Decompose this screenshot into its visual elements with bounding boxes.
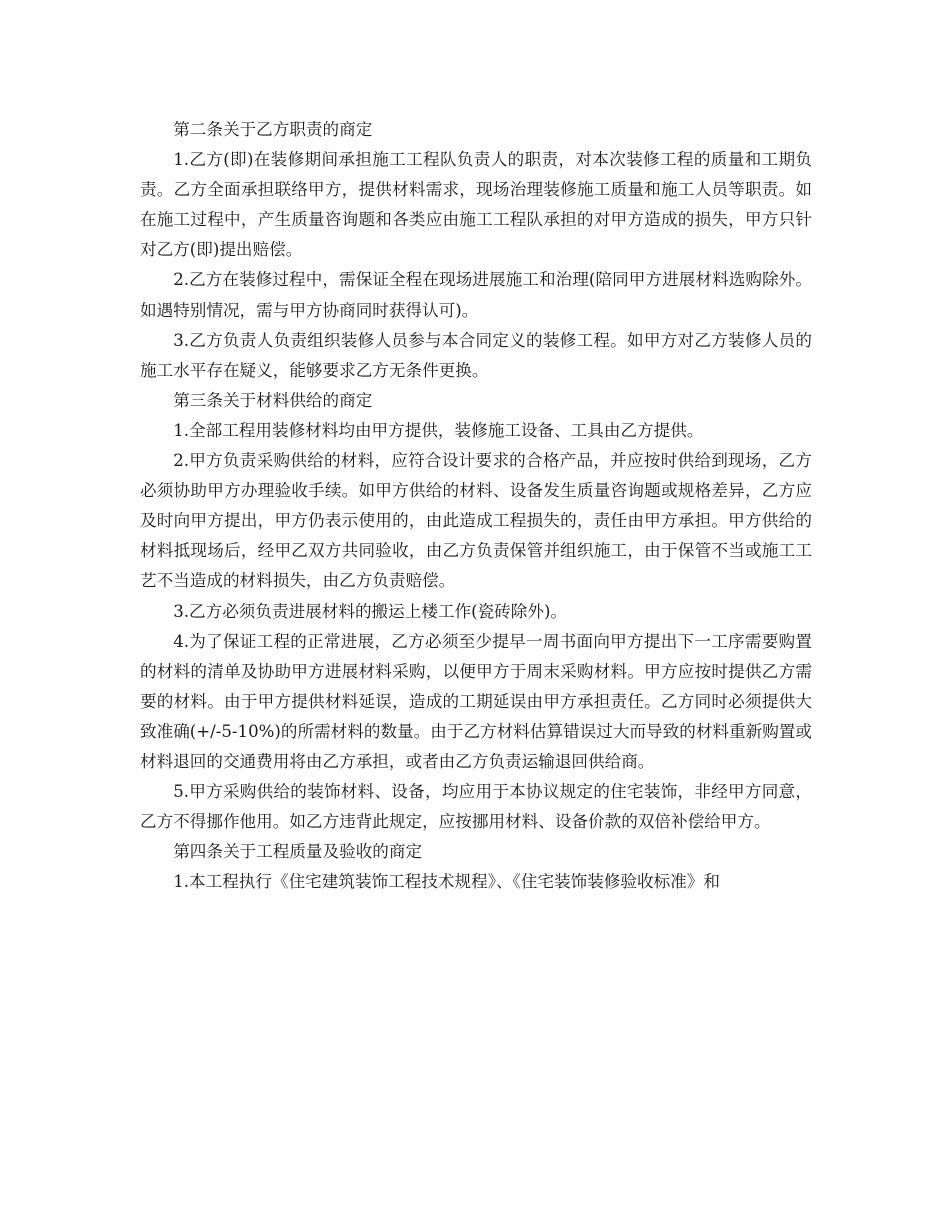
section-heading-4: 第四条关于工程质量及验收的商定 <box>173 842 423 862</box>
document-page <box>140 115 812 897</box>
clause-2-1: 1.乙方(即)在装修期间承担施工工程队负责人的职责，对本次装修工程的质量和工期负责。乙方全面承担联络甲方，提供材料需求，现场治理装修施工质量和施工人员等职责。如在施工过程中，产生质量咨询题和各类应由施工工程队承担的对甲方造成的损失，甲方只针对乙方(即)提出赔偿。 <box>140 150 812 260</box>
section-heading-2: 第二条关于乙方职责的商定 <box>173 120 373 139</box>
clause-2-2: 2.乙方在装修过程中，需保证全程在现场进展施工和治理(陪同甲方进展材料选购除外。如遇特别情况，需与甲方协商同时获得认可)。 <box>140 270 812 320</box>
clause-2-3: 3.乙方负责人负责组织装修人员参与本合同定义的装修工程。如甲方对乙方装修人员的施工水平存在疑义，能够要求乙方无条件更换。 <box>140 330 812 380</box>
clause-4-1: 1.本工程执行《住宅建筑装饰工程技术规程》、《住宅装饰装修验收标准》和 <box>173 872 721 892</box>
section-heading-3: 第三条关于材料供给的商定 <box>173 390 373 410</box>
clause-3-5: 5.甲方采购供给的装饰材料、设备，均应用于本协议规定的住宅装饰，非经甲方同意，乙方不得挪作他用。如乙方违背此规定，应按挪用材料、设备价款的双倍补偿给甲方。 <box>140 782 812 832</box>
clause-3-3: 3.乙方必须负责进展材料的搬运上楼工作(瓷砖除外)。 <box>173 601 568 621</box>
clause-3-4: 4.为了保证工程的正常进展，乙方必须至少提早一周书面向甲方提出下一工序需要购置的材料的清单及协助甲方进展材料采购，以便甲方于周末采购材料。甲方应按时提供乙方需要的材料。由于甲方提供材料延误，造成的工期延误由甲方承担责任。乙方同时必须提供大致准确(+/-5-10%)的所需材料的数量。由于乙方材料估算错误过大而导致的材料重新购置或材料退回的交通费用将由乙方承担，或者由乙方负责运输退回供给商。 <box>140 631 812 771</box>
clause-3-2: 2.甲方负责采购供给的材料，应符合设计要求的合格产品，并应按时供给到现场，乙方必须协助甲方办理验收手续。如甲方供给的材料、设备发生质量咨询题或规格差异，乙方应及时向甲方提出，甲方仍表示使用的，由此造成工程损失的，责任由甲方承担。甲方供给的材料抵现场后，经甲乙双方共同验收，由乙方负责保管并组织施工，由于保管不当或施工工艺不当造成的材料损失，由乙方负责赔偿。 <box>140 451 812 591</box>
clause-3-1: 1.全部工程用装修材料均由甲方提供，装修施工设备、工具由乙方提供。 <box>173 420 704 440</box>
